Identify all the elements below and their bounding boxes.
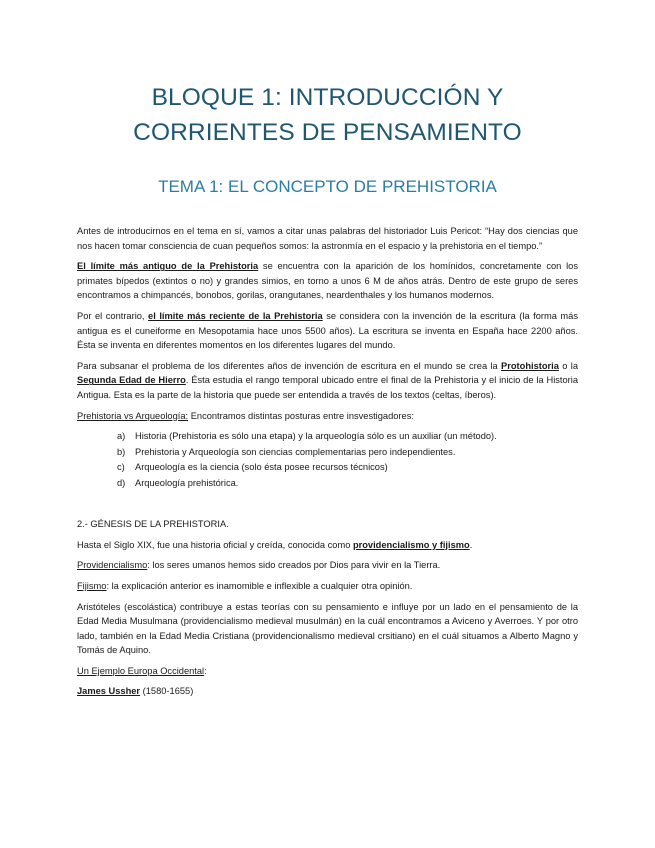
term-protohistory: Protohistoria	[501, 360, 559, 371]
paragraph-example-heading	[77, 664, 578, 679]
list-item	[77, 460, 578, 476]
paragraph-providentialism	[77, 558, 578, 573]
list-item	[77, 445, 578, 461]
paragraph-text: se encuentra con la aparición de los homínidos, concretamente con los primates bípedos (extintos o no) y grandes simios, en torno a unos 6 M de años atrás. Dentro de este grupo de seres encontramos a chimpancés, bonobos, gorilas, orangutanes, neardenthales y los humanos modernos.	[77, 261, 578, 301]
paragraph-text: :	[204, 665, 207, 676]
term-oldest-limit: El límite más antiguo de la Prehistoria	[77, 261, 259, 272]
paragraph-official-history	[77, 538, 578, 553]
page-title	[40, 80, 615, 150]
positions-list	[77, 429, 578, 491]
paragraph-text: Encontramos distintas posturas entre insvestigadores:	[188, 410, 414, 421]
term-providentialism-fixism: providencialismo y fijismo	[352, 539, 470, 550]
paragraph-james-ussher	[77, 684, 578, 699]
list-marker: c)	[117, 462, 125, 473]
list-item-text: Arqueología es la ciencia (solo ésta posee recursos técnicos)	[135, 462, 388, 473]
list-item	[77, 476, 578, 492]
paragraph-text: .	[469, 539, 473, 550]
list-marker: a)	[117, 431, 126, 442]
spacer	[77, 497, 578, 517]
term-providentialism: Providencialismo	[77, 560, 148, 571]
term-prehistory-vs-archaeology: Prehistoria vs Arqueología:	[77, 410, 189, 421]
list-marker: b)	[117, 446, 126, 457]
paragraph-fixism	[77, 579, 578, 594]
term-iron-age: Segunda Edad de Hierro	[77, 375, 186, 386]
paragraph-text: : la explicación anterior es inamomible e inflexible a cualquier otra opinión.	[106, 580, 413, 591]
paragraph-text: : los seres umanos hemos sido creados por Dios para vivir en la Tierra.	[147, 560, 441, 571]
paragraph-prehistory-vs-archaeology	[77, 409, 578, 424]
list-item	[77, 429, 578, 445]
paragraph-text: Para subsanar el problema de los diferentes años de invención de escritura en el mundo se crea la	[77, 360, 502, 371]
paragraph-aristotle: Aristóteles (escolástica) contribuye a estas teorías con su pensamiento e influye por un lado en el pensamiento de la Edad Media Musulmana (providencialismo medieval musulmán) en la cuál encontramos a Aviceno y Averroes. Y por otro lado, también en la Edad Media Cristiana (providencionalismo medieval crsitiano) en el cuál situamos a Alberto Magno y Tomás de Aquino.	[77, 601, 578, 656]
paragraph-protohistory	[77, 359, 578, 403]
paragraph-text: . Ésta estudia el rango temporal ubicado entre el final de la Prehistoria y el inicio de la Historia Antigua. Esta es la parte de la historia que puede ser entendida a través de los textos (celtas, íberos).	[77, 375, 578, 400]
title-line-2: CORRIENTES DE PENSAMIENTO	[133, 119, 522, 146]
paragraph-text: Hasta el Siglo XIX, fue una historia oficial y creída, conocida como	[77, 539, 353, 550]
paragraph-text: Por el contrario,	[77, 310, 149, 321]
title-line-1: BLOQUE 1: INTRODUCCIÓN Y	[151, 84, 504, 111]
document-body	[77, 224, 578, 705]
section-subtitle: TEMA 1: EL CONCEPTO DE PREHISTORIA	[158, 177, 497, 196]
list-item-text: Historia (Prehistoria es sólo una etapa) y la arqueología sólo es un auxiliar (un método).	[135, 431, 497, 442]
term-fixism: Fijismo	[77, 580, 107, 591]
term-example-europe: Un Ejemplo Europa Occidental	[77, 665, 205, 676]
paragraph-text: o la	[558, 360, 579, 371]
list-item-text: Arqueología prehistórica.	[135, 477, 239, 488]
paragraph-recent-limit	[77, 309, 578, 353]
term-recent-limit: el límite más reciente de la Prehistoria	[148, 310, 323, 321]
list-item-text: Prehistoria y Arqueología son ciencias complementarias pero independientes.	[135, 446, 456, 457]
paragraph-intro: Antes de introducirnos en el tema en sí, vamos a citar unas palabras del historiador Luis Pericot: “Hay dos ciencias que nos hacen tomar consciencia de cuan pequeños somos: la astronmía en el espacio y la prehistoria en el tiempo.”	[77, 226, 578, 251]
paragraph-text: se considera con la invención de la escritura (la forma más antigua es el cuneiforme en Mesopotamia hace unos 5500 años). La escritura se inventa en España hace 2200 años. Ésta se inventa en diferentes momentos en los diferentes lugares del mundo.	[77, 310, 578, 351]
paragraph-text: (1580-1655)	[140, 686, 194, 697]
list-marker: d)	[117, 477, 126, 488]
section-heading-2: 2.- GÉNESIS DE LA PREHISTORIA.	[77, 519, 229, 530]
term-james-ussher: James Ussher	[77, 686, 141, 697]
paragraph-oldest-limit	[77, 259, 578, 303]
